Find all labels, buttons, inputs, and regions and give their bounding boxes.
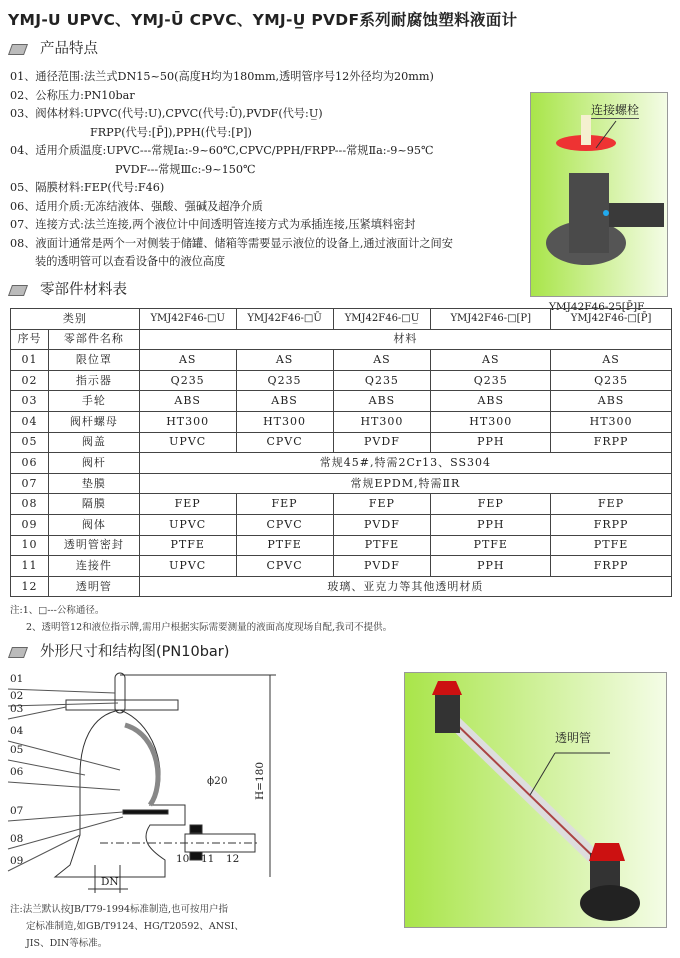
cell-material: Q235: [431, 370, 551, 391]
cell-material: FEP: [551, 494, 672, 515]
cell-seq: 04: [11, 411, 49, 432]
cell-material: CPVC: [236, 432, 333, 453]
drawing-label-10: 10: [176, 853, 190, 865]
table-row: [11, 370, 672, 391]
cell-seq: 01: [11, 350, 49, 371]
drawing-label: 01: [10, 673, 24, 685]
cell-material: PVDF: [333, 432, 431, 453]
cell-seq: 08: [11, 494, 49, 515]
cell-seq: 07: [11, 473, 49, 494]
section-marker-icon: [8, 285, 28, 296]
cell-seq: 05: [11, 432, 49, 453]
table-row: [11, 576, 672, 597]
cell-part-name: 垫膜: [48, 473, 139, 494]
cell-material: CPVC: [236, 556, 333, 577]
cell-material: HT300: [139, 411, 236, 432]
section-features: 产品特点: [10, 40, 98, 58]
section-dimensions: 外形尺寸和结构图(PN10bar): [10, 643, 229, 661]
level-gauge-illustration: [405, 673, 668, 929]
cell-material: FRPP: [551, 432, 672, 453]
cell-material: 玻璃、亚克力等其他透明材质: [139, 576, 671, 597]
cell-material: ABS: [236, 391, 333, 412]
cell-part-name: 透明管: [48, 576, 139, 597]
cell-material: FRPP: [551, 514, 672, 535]
table-row: [11, 535, 672, 556]
cell-material: AS: [431, 350, 551, 371]
drawing-label: 05: [10, 744, 24, 756]
cell-material: PVDF: [333, 556, 431, 577]
cell-material: UPVC: [139, 514, 236, 535]
drawing-label-12: 12: [226, 853, 240, 865]
cell-seq: 12: [11, 576, 49, 597]
feature-list: [10, 68, 550, 272]
header-model: YMJ42F46-□U: [139, 309, 236, 330]
feature-item: 04、适用介质温度:UPVC---常规Ia:-9~60℃,CPVC/PPH/FRPP---常规Ⅱa:-9~95℃: [10, 144, 434, 157]
drawing-label: 03: [10, 703, 24, 715]
cell-material: UPVC: [139, 432, 236, 453]
structure-drawing: [0, 665, 290, 897]
feature-item: 03、阀体材料:UPVC(代号:U),CPVC(代号:Ū),PVDF(代号:U̲): [10, 107, 323, 120]
cell-material: AS: [333, 350, 431, 371]
feature-item: 装的透明管可以查看设备中的液位高度: [35, 255, 226, 268]
table-row: [11, 494, 672, 515]
cell-part-name: 阀杆: [48, 453, 139, 474]
cell-material: ABS: [551, 391, 672, 412]
feature-item: 07、连接方式:法兰连接,两个液位计中间透明管连接方式为承插连接,压紧填料密封: [10, 218, 416, 231]
cell-material: FEP: [139, 494, 236, 515]
feature-item: FRPP(代号:[P̄]),PPH(代号:[P]): [90, 125, 252, 139]
cell-part-name: 阀盖: [48, 432, 139, 453]
table-row: [11, 350, 672, 371]
dn-dimension: DN: [101, 876, 119, 888]
cell-material: FRPP: [551, 556, 672, 577]
note-1: 注:1、□---公称通径。: [10, 605, 105, 616]
drawing-label: 09: [10, 855, 24, 867]
table-row: [11, 391, 672, 412]
table-row: [11, 411, 672, 432]
cell-seq: 02: [11, 370, 49, 391]
drawing-label: 06: [10, 766, 24, 778]
cell-material: PVDF: [333, 514, 431, 535]
cell-material: Q235: [236, 370, 333, 391]
cell-material: 常规45#,特需2Cr13、SS304: [139, 453, 671, 474]
cell-material: Q235: [139, 370, 236, 391]
cell-seq: 09: [11, 514, 49, 535]
header-model: YMJ42F46-□Ū: [236, 309, 333, 330]
cell-material: PTFE: [431, 535, 551, 556]
cell-seq: 03: [11, 391, 49, 412]
cell-material: ABS: [139, 391, 236, 412]
drawing-label: 07: [10, 805, 24, 817]
cell-part-name: 阀杆螺母: [48, 411, 139, 432]
feature-item: 06、适用介质:无冻结液体、强酸、强碱及超净介质: [10, 199, 263, 213]
section-parts: 零部件材料表: [10, 281, 127, 299]
cell-part-name: 隔膜: [48, 494, 139, 515]
cell-material: ABS: [333, 391, 431, 412]
cell-material: 常规EPDM,特需ⅡR: [139, 473, 671, 494]
cell-material: HT300: [236, 411, 333, 432]
cell-material: AS: [551, 350, 672, 371]
drawing-label: 04: [10, 725, 24, 737]
cell-material: PPH: [431, 556, 551, 577]
cell-material: HT300: [333, 411, 431, 432]
cell-material: PPH: [431, 432, 551, 453]
table-row: [11, 556, 672, 577]
section-marker-icon: [8, 44, 28, 55]
cell-part-name: 透明管密封: [48, 535, 139, 556]
feature-item: 02、公称压力:PN10bar: [10, 88, 135, 102]
header-seq: 序号: [11, 329, 49, 350]
cell-material: HT300: [551, 411, 672, 432]
cell-part-name: 限位罩: [48, 350, 139, 371]
drawing-label: 02: [10, 690, 24, 702]
feature-item: 01、通径范围:法兰式DN15~50(高度H均为180mm,透明管序号12外径均为20mm): [10, 70, 434, 83]
cell-material: PTFE: [139, 535, 236, 556]
cell-material: PTFE: [236, 535, 333, 556]
cell-part-name: 阀体: [48, 514, 139, 535]
height-dimension: H=180: [254, 762, 266, 800]
product-photo-level-gauge: [404, 672, 667, 928]
cell-seq: 06: [11, 453, 49, 474]
cell-material: PTFE: [551, 535, 672, 556]
table-header-row: [11, 309, 672, 330]
cell-material: Q235: [333, 370, 431, 391]
table-subheader-row: [11, 329, 672, 350]
feature-item: PVDF---常规Ⅲc:-9~150℃: [115, 162, 256, 176]
cell-material: ABS: [431, 391, 551, 412]
feature-item: 08、液面计通常是两个一对侧装于储罐、储箱等需要显示液位的设备上,通过液面计之间安: [10, 236, 453, 250]
cell-part-name: 连接件: [48, 556, 139, 577]
phi-dimension: ϕ20: [207, 775, 228, 787]
cell-material: AS: [236, 350, 333, 371]
feature-item: 05、隔膜材料:FEP(代号:F46): [10, 181, 165, 194]
cell-material: PPH: [431, 514, 551, 535]
flange-note: 注:法兰默认按JB/T79-1994标准制造,也可按用户指 定标准制造,如GB/T9124、HG/T20592、ANSI、 JIS、DIN等标准。: [10, 904, 244, 949]
cell-seq: 10: [11, 535, 49, 556]
cell-material: PTFE: [333, 535, 431, 556]
photo-callout: 连接螺栓: [591, 103, 640, 117]
cell-seq: 11: [11, 556, 49, 577]
header-model: YMJ42F46-□[P]: [431, 309, 551, 330]
cell-part-name: 指示器: [48, 370, 139, 391]
header-material: 材料: [139, 329, 671, 350]
drawing-label-11: 11: [201, 853, 215, 865]
cell-material: UPVC: [139, 556, 236, 577]
cell-material: FEP: [236, 494, 333, 515]
note-2: 2、透明管12和液位指示牌,需用户根据实际需要测量的液面高度现场自配,我司不提供。: [26, 622, 393, 633]
cell-material: FEP: [431, 494, 551, 515]
valve-illustration: [531, 93, 669, 298]
cell-material: AS: [139, 350, 236, 371]
cell-material: HT300: [431, 411, 551, 432]
photo-caption: YMJ42F46-25[P̄]F: [549, 301, 645, 313]
table-row: [11, 473, 672, 494]
product-photo-valve: [530, 92, 668, 297]
table-row: [11, 514, 672, 535]
header-category: 类别: [11, 309, 140, 330]
photo-callout: 透明管: [555, 731, 592, 745]
header-model: YMJ42F46-□U̲: [333, 309, 431, 330]
drawing-label: 08: [10, 833, 24, 845]
table-row: [11, 432, 672, 453]
header-model: YMJ42F46-□[P̄]: [551, 309, 672, 330]
table-row: [11, 453, 672, 474]
cell-material: CPVC: [236, 514, 333, 535]
cell-material: Q235: [551, 370, 672, 391]
section-marker-icon: [8, 647, 28, 658]
page-title: YMJ-U UPVC、YMJ-Ū CPVC、YMJ-U̲ PVDF系列耐腐蚀塑料液面计: [8, 11, 518, 29]
header-part-name: 零部件名称: [48, 329, 139, 350]
cell-part-name: 手轮: [48, 391, 139, 412]
cell-material: FEP: [333, 494, 431, 515]
parts-material-table: [10, 308, 672, 597]
